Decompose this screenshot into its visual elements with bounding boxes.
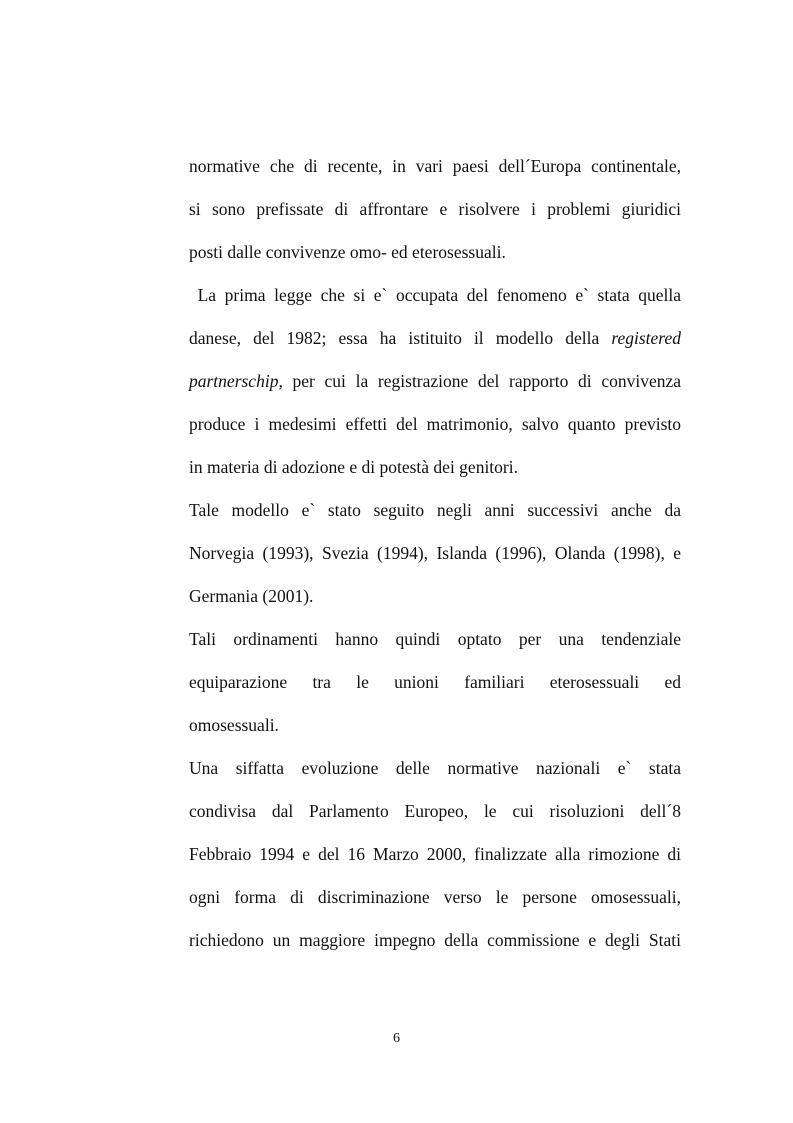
text-line: richiedono un maggiore impegno della commissione e degli Stati: [189, 930, 681, 950]
text-line: Germania (2001).: [189, 586, 314, 606]
text-line: si sono prefissate di affrontare e risolvere i problemi giuridici: [189, 199, 681, 219]
text-line: La prima legge che si e` occupata del fenomeno e` stata quella: [189, 285, 681, 305]
text-line: in materia di adozione e di potestà dei genitori.: [189, 457, 518, 477]
text-line: posti dalle convivenze omo- ed eterosessuali.: [189, 242, 506, 262]
text-line: condivisa dal Parlamento Europeo, le cui risoluzioni dell´8: [189, 801, 681, 821]
italic-term: partnerschip: [189, 371, 279, 391]
text-segment: danese, del 1982; essa ha istituito il modello della: [189, 328, 612, 348]
text-segment: , per cui la registrazione del rapporto di convivenza: [278, 371, 681, 391]
text-line: equiparazione tra le unioni familiari eterosessuali ed: [189, 672, 681, 692]
text-line: [189, 317, 681, 360]
italic-term: registered: [611, 328, 681, 348]
text-line: ogni forma di discriminazione verso le persone omosessuali,: [189, 887, 681, 907]
text-line: Una siffatta evoluzione delle normative nazionali e` stata: [189, 758, 681, 778]
text-line: Febbraio 1994 e del 16 Marzo 2000, finalizzate alla rimozione di: [189, 844, 681, 864]
text-line: Tale modello e` stato seguito negli anni successivi anche da: [189, 500, 681, 520]
text-line: Tali ordinamenti hanno quindi optato per una tendenziale: [189, 629, 681, 649]
document-body: [189, 145, 681, 962]
text-line: omosessuali.: [189, 715, 279, 735]
text-line: Norvegia (1993), Svezia (1994), Islanda (1996), Olanda (1998), e: [189, 543, 681, 563]
text-line: [189, 360, 681, 403]
text-line: produce i medesimi effetti del matrimonio, salvo quanto previsto: [189, 414, 681, 434]
text-line: normative che di recente, in vari paesi dell´Europa continentale,: [189, 156, 681, 176]
page-number: 6: [393, 1031, 400, 1046]
